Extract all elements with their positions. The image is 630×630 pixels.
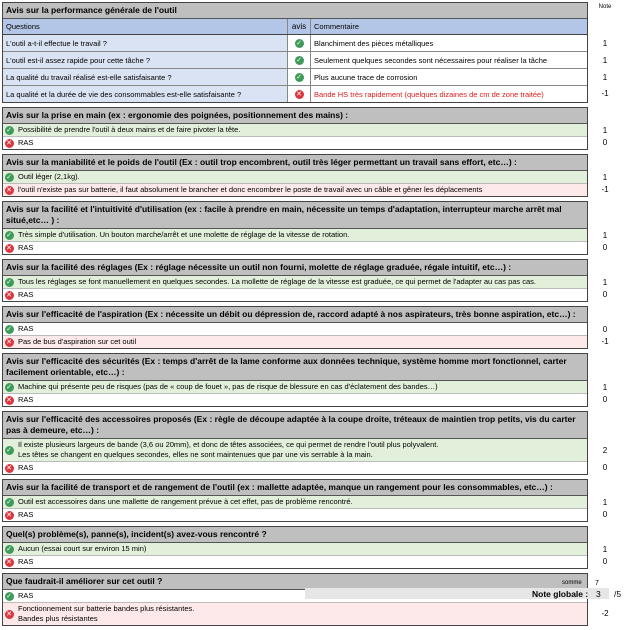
row-text bbox=[15, 184, 587, 196]
row-note: 1 bbox=[602, 55, 608, 65]
cross-icon bbox=[5, 610, 14, 619]
row-icon-cell bbox=[3, 289, 15, 301]
row-text-line: Il existe plusieurs largeurs de bande (3,6 ou 20mm), et donc de têtes associées, ce qui permet de rendre l'outil plus polyvalent. bbox=[18, 440, 439, 449]
cross-icon bbox=[5, 139, 14, 148]
check-icon bbox=[5, 446, 14, 455]
row-note: -1 bbox=[601, 185, 609, 194]
row-icon-cell bbox=[3, 381, 15, 393]
negative-row bbox=[3, 336, 587, 348]
negative-row bbox=[3, 394, 587, 406]
check-icon bbox=[5, 545, 14, 554]
check-icon bbox=[5, 126, 14, 135]
evaluation-form bbox=[2, 2, 588, 630]
col-commentaire: Commentaire bbox=[311, 19, 587, 34]
row-text-line: Tous les réglages se font manuellement en quelques secondes. La mollette de réglage de la vitesse est graduée, ce qui permet de l'adapter au cas pas cas. bbox=[18, 277, 537, 286]
col-questions: Questions bbox=[3, 19, 288, 34]
evaluation-section bbox=[2, 411, 588, 475]
section-title: Avis sur la maniabilité et le poids de l'outil (Ex : outil trop encombrent, outil très léger permettant un travail sans effort, etc…) : bbox=[3, 155, 587, 171]
negative-row bbox=[3, 184, 587, 196]
performance-row bbox=[3, 35, 587, 52]
row-note: -1 bbox=[601, 89, 609, 98]
performance-table-header bbox=[3, 19, 587, 35]
row-icon-cell bbox=[3, 276, 15, 288]
row-text-line: Pas de bus d'aspiration sur cet outil bbox=[18, 337, 137, 346]
row-text-line: Aucun (essai court sur environ 15 min) bbox=[18, 544, 147, 553]
row-text bbox=[15, 124, 587, 136]
row-note: 0 bbox=[602, 510, 608, 519]
cross-icon bbox=[5, 291, 14, 300]
row-text bbox=[15, 171, 587, 183]
row-text-line: RAS bbox=[18, 138, 34, 147]
row-icon-cell bbox=[3, 124, 15, 136]
row-text bbox=[15, 242, 587, 254]
row-note: 0 bbox=[602, 395, 608, 404]
cross-icon bbox=[295, 90, 304, 99]
performance-title: Avis sur la performance générale de l'outil bbox=[3, 3, 587, 19]
row-text-line: Outil est accessoires dans une mallette de rangement prévue à cet effet, pas de problème rencontré. bbox=[18, 497, 353, 506]
row-icon-cell bbox=[3, 543, 15, 555]
row-text bbox=[15, 394, 587, 406]
positive-row bbox=[3, 276, 587, 289]
row-text bbox=[15, 323, 587, 335]
positive-row bbox=[3, 439, 587, 462]
avis-cell bbox=[288, 86, 311, 102]
row-icon-cell bbox=[3, 394, 15, 406]
comment-cell: Plus aucune trace de corrosion bbox=[314, 72, 418, 82]
row-icon-cell bbox=[3, 603, 15, 625]
evaluation-section bbox=[2, 259, 588, 302]
positive-row bbox=[3, 124, 587, 137]
evaluation-section bbox=[2, 353, 588, 407]
question-cell: L'outil a-t-il effectue le travail ? bbox=[3, 35, 288, 51]
row-text-line: RAS bbox=[18, 395, 34, 404]
row-icon-cell bbox=[3, 336, 15, 348]
negative-row bbox=[3, 556, 587, 568]
note-globale-label: Note globale : bbox=[532, 589, 589, 599]
check-icon bbox=[5, 278, 14, 287]
row-note: 0 bbox=[602, 324, 608, 334]
row-text bbox=[15, 496, 587, 508]
row-text bbox=[15, 276, 587, 288]
cross-icon bbox=[5, 396, 14, 405]
evaluation-section bbox=[2, 306, 588, 349]
row-note: 1 bbox=[602, 72, 608, 82]
row-text-line: Les têtes se changent en quelques secondes, elles ne sont maintenues que par une vis serrable à la main. bbox=[18, 450, 373, 459]
evaluation-section bbox=[2, 526, 588, 569]
avis-cell bbox=[288, 69, 311, 85]
question-cell: L'outil est-il assez rapide pour cette tâche ? bbox=[3, 52, 288, 68]
section-title: Avis sur la facilité des réglages (Ex : réglage nécessite un outil non fourni, molette de réglage graduée, régale intuitif, etc…) : bbox=[3, 260, 587, 276]
row-text-line: l'outil n'existe pas sur batterie, il faut absolument le brancher et donc encombrer le poste de travail avec un câble et gêner les déplacements bbox=[18, 185, 483, 194]
row-note: 0 bbox=[602, 463, 608, 472]
row-icon-cell bbox=[3, 171, 15, 183]
check-icon bbox=[5, 383, 14, 392]
row-note: 1 bbox=[602, 230, 608, 240]
evaluation-section bbox=[2, 201, 588, 255]
row-note: -1 bbox=[601, 337, 609, 346]
row-icon-cell bbox=[3, 462, 15, 474]
avis-cell bbox=[288, 52, 311, 68]
row-note: 1 bbox=[602, 382, 608, 392]
row-note: 0 bbox=[602, 243, 608, 252]
col-avis: avis bbox=[288, 19, 311, 34]
row-note: 1 bbox=[602, 172, 608, 182]
performance-table bbox=[2, 2, 588, 103]
check-icon bbox=[295, 73, 304, 82]
question-cell: La qualité du travail réalisé est-elle satisfaisante ? bbox=[3, 69, 288, 85]
cross-icon bbox=[5, 464, 14, 473]
row-text bbox=[15, 137, 587, 149]
evaluation-section bbox=[2, 107, 588, 150]
row-icon-cell bbox=[3, 556, 15, 568]
section-title: Avis sur la facilité et l'intuitivité d'utilisation (ex : facile à prendre en main, nécessite un temps d'adaptation, interrupteur marche arrêt mal situé,etc… ) : bbox=[3, 202, 587, 229]
somme-label: somme bbox=[562, 580, 582, 586]
row-note: 0 bbox=[602, 290, 608, 299]
evaluation-section bbox=[2, 154, 588, 197]
row-text-line: Outil léger (2,1kg). bbox=[18, 172, 80, 181]
row-note: 2 bbox=[602, 445, 608, 455]
note-globale-max: /5 bbox=[614, 589, 622, 599]
positive-row bbox=[3, 229, 587, 242]
positive-row bbox=[3, 381, 587, 394]
row-note: 1 bbox=[602, 38, 608, 48]
row-icon-cell bbox=[3, 184, 15, 196]
row-icon-cell bbox=[3, 323, 15, 335]
negative-row bbox=[3, 603, 587, 625]
row-note: 0 bbox=[602, 557, 608, 566]
row-text bbox=[15, 556, 587, 568]
avis-cell bbox=[288, 35, 311, 51]
row-icon-cell bbox=[3, 590, 15, 602]
check-icon bbox=[5, 173, 14, 182]
positive-row bbox=[3, 543, 587, 556]
positive-row bbox=[3, 171, 587, 184]
row-note: -2 bbox=[601, 609, 609, 618]
row-text-line: RAS bbox=[18, 290, 34, 299]
check-icon bbox=[295, 56, 304, 65]
row-icon-cell bbox=[3, 229, 15, 241]
row-text-line: RAS bbox=[18, 463, 34, 472]
comment-cell: Blanchiment des pièces métalliques bbox=[314, 38, 434, 48]
row-icon-cell bbox=[3, 137, 15, 149]
note-globale-value: 3 bbox=[596, 589, 601, 599]
row-text bbox=[15, 289, 587, 301]
row-icon-cell bbox=[3, 509, 15, 521]
row-text-line: RAS bbox=[18, 510, 34, 519]
row-text-line: RAS bbox=[18, 324, 34, 333]
question-cell: La qualité et la durée de vie des consommables est-elle satisfaisante ? bbox=[3, 86, 288, 102]
row-text bbox=[15, 603, 587, 625]
row-text bbox=[15, 381, 587, 393]
row-text bbox=[15, 543, 587, 555]
positive-row bbox=[3, 323, 587, 336]
negative-row bbox=[3, 137, 587, 149]
section-title: Avis sur l'efficacité des accessoires proposés (Ex : règle de découpe adaptée à la coupe droite, tréteaux de maintien trop petits, vis du carter pas à demeure, etc…) : bbox=[3, 412, 587, 439]
row-text bbox=[15, 336, 587, 348]
section-title: Quel(s) problème(s), panne(s), incident(s) avez-vous rencontré ? bbox=[3, 527, 587, 543]
negative-row bbox=[3, 462, 587, 474]
comment-cell: Bande HS très rapidement (quelques dizaines de cm de zone traitée) bbox=[314, 89, 544, 99]
section-title: Avis sur l'efficacité des sécurités (Ex : temps d'arrêt de la lame conforme aux données technique, système homme mort fonctionnel, carter facilement orientable, etc…) : bbox=[3, 354, 587, 381]
row-text bbox=[15, 229, 587, 241]
evaluation-section bbox=[2, 479, 588, 522]
comment-cell: Seulement quelques secondes sont nécessaires pour réaliser la tâche bbox=[314, 55, 548, 65]
negative-row bbox=[3, 289, 587, 301]
row-text-line: Possibilité de prendre l'outil à deux mains et de faire pivoter la tête. bbox=[18, 125, 241, 134]
row-text-line: Très simple d'utilisation. Un bouton marche/arrêt et une molette de réglage de la vitesse de rotation. bbox=[18, 230, 350, 239]
note-header: Note bbox=[598, 4, 612, 10]
performance-row bbox=[3, 86, 587, 102]
row-text-line: RAS bbox=[18, 557, 34, 566]
row-note: 1 bbox=[602, 125, 608, 135]
negative-row bbox=[3, 242, 587, 254]
row-note: 1 bbox=[602, 277, 608, 287]
row-text bbox=[15, 439, 587, 461]
positive-row bbox=[3, 496, 587, 509]
row-icon-cell bbox=[3, 439, 15, 461]
row-icon-cell bbox=[3, 242, 15, 254]
negative-row bbox=[3, 509, 587, 521]
section-title: Avis sur la facilité de transport et de rangement de l'outil (ex : mallette adaptée, manque un rangement pour les consommables, etc…) : bbox=[3, 480, 587, 496]
cross-icon bbox=[5, 558, 14, 567]
row-text bbox=[15, 509, 587, 521]
section-title: Avis sur la prise en main (ex : ergonomie des poignées, positionnement des mains) : bbox=[3, 108, 587, 124]
row-note: 1 bbox=[602, 497, 608, 507]
row-icon-cell bbox=[3, 496, 15, 508]
row-text-line: RAS bbox=[18, 243, 34, 252]
check-icon bbox=[295, 39, 304, 48]
section-title: Avis sur l'efficacité de l'aspiration (Ex : nécessite un débit ou dépression de, raccord adapté à nos aspirateurs, très bonne aspiration, etc…) : bbox=[3, 307, 587, 323]
row-text-line: Machine qui présente peu de risques (pas de « coup de fouet », pas de risque de blessure en cas d'éclatement des bandes…) bbox=[18, 382, 438, 391]
cross-icon bbox=[5, 244, 14, 253]
row-text-line: RAS bbox=[18, 591, 34, 600]
check-icon bbox=[5, 325, 14, 334]
performance-row bbox=[3, 52, 587, 69]
section-title: Que faudrait-il améliorer sur cet outil ? bbox=[3, 574, 587, 590]
row-text-line: Fonctionnement sur batterie bandes plus résistantes. bbox=[18, 604, 195, 613]
check-icon bbox=[5, 231, 14, 240]
cross-icon bbox=[5, 186, 14, 195]
cross-icon bbox=[5, 511, 14, 520]
row-note: 0 bbox=[602, 138, 608, 147]
check-icon bbox=[5, 592, 14, 601]
row-text-line: Bandes plus résistantes bbox=[18, 614, 98, 623]
check-icon bbox=[5, 498, 14, 507]
somme-value: 7 bbox=[595, 580, 599, 587]
row-note: 1 bbox=[602, 544, 608, 554]
performance-row bbox=[3, 69, 587, 86]
row-text bbox=[15, 462, 587, 474]
cross-icon bbox=[5, 338, 14, 347]
